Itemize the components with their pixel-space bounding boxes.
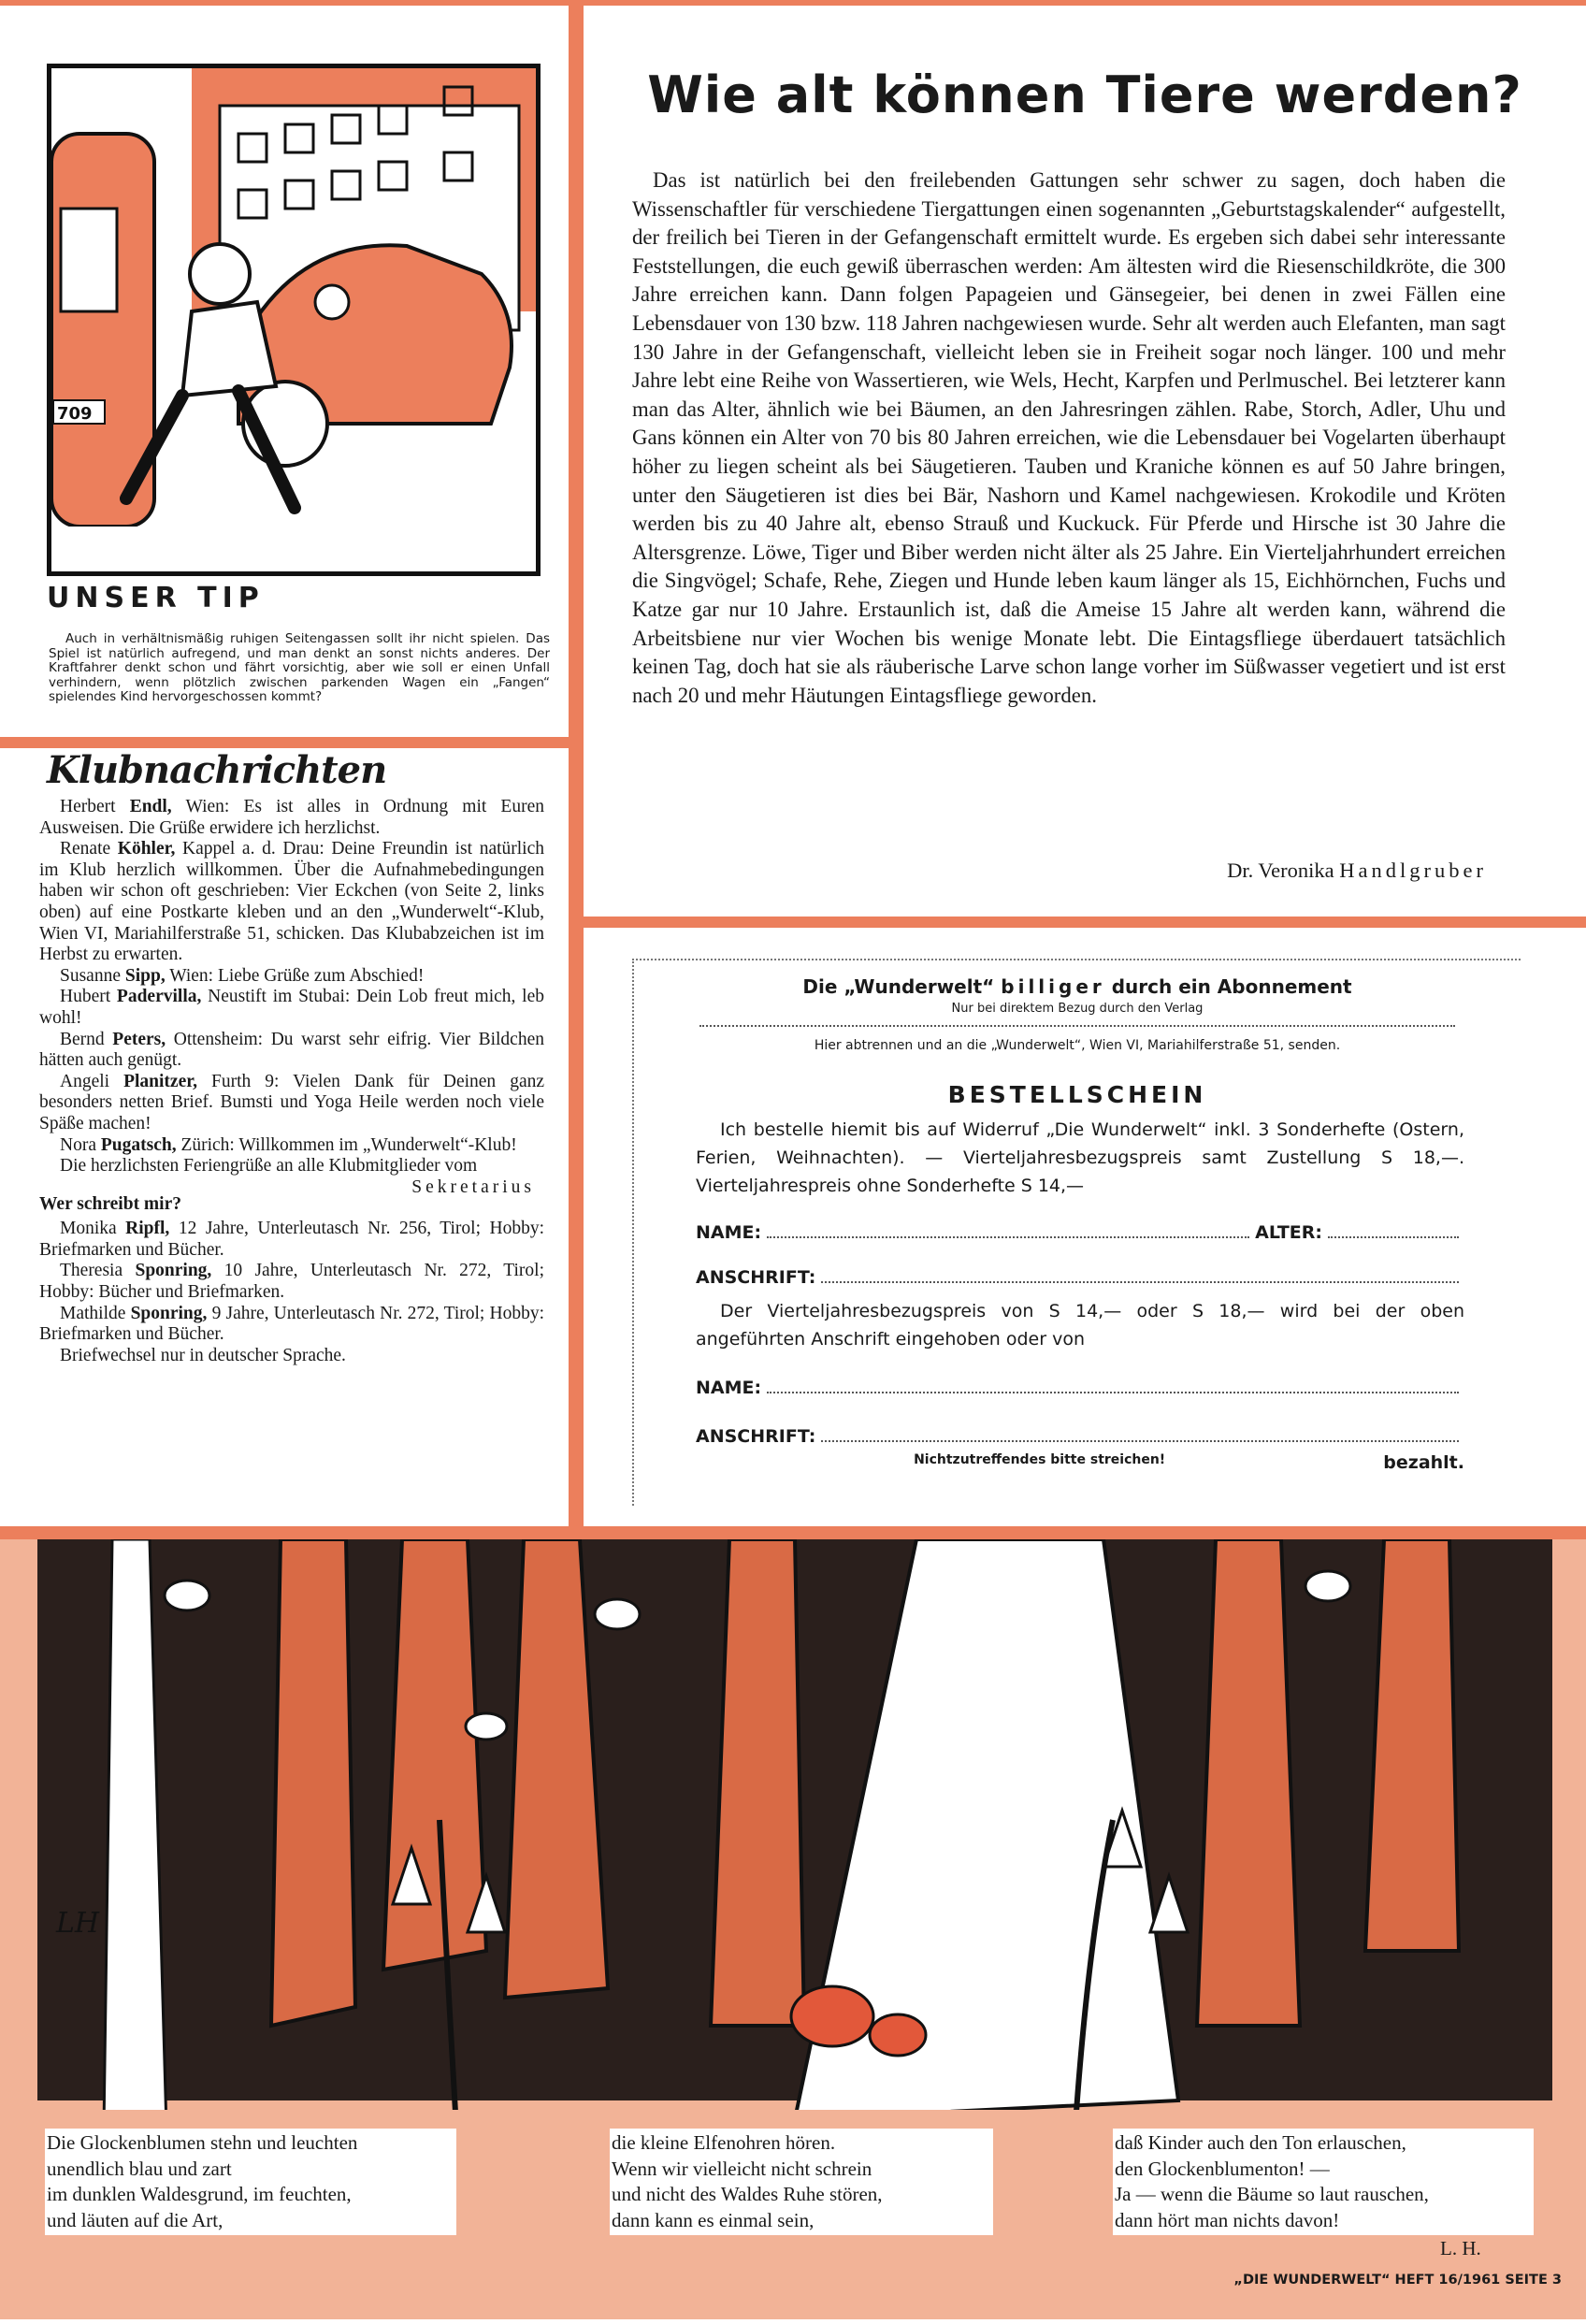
pen-pals-note: Briefwechsel nur in deutscher Sprache. bbox=[60, 1345, 346, 1365]
artist-mark: LH bbox=[56, 1907, 100, 1940]
poem-line: Wenn wir vielleicht nicht schrein bbox=[612, 2157, 872, 2180]
poem-line: die kleine Elfenohren hören. bbox=[612, 2131, 836, 2154]
tram-number: 709 bbox=[57, 404, 93, 424]
closing-text: Die herzlichsten Feriengrüße an alle Klubmitglieder vom bbox=[60, 1156, 478, 1176]
address-row bbox=[696, 1267, 1464, 1288]
entry-text: Susanne bbox=[60, 965, 125, 986]
article-author bbox=[1029, 859, 1487, 883]
poem-line: unendlich blau und zart bbox=[47, 2157, 232, 2180]
club-signature: Sekretarius bbox=[411, 1176, 535, 1197]
member-surname: Padervilla, bbox=[116, 987, 202, 1007]
address-label: ANSCHRIFT: bbox=[696, 1267, 816, 1288]
address-field[interactable] bbox=[821, 1281, 1459, 1283]
club-news bbox=[39, 797, 544, 1366]
poem-line: den Glockenblumenton! — bbox=[1115, 2157, 1330, 2180]
entry-text: Ottensheim: Du warst sehr eifrig. Vier Bildchen hätten auch genügt. bbox=[39, 1029, 544, 1071]
headline-emphasis: billiger bbox=[1001, 975, 1105, 998]
tip-heading: UNSER TIP bbox=[47, 582, 265, 614]
payment-text: Der Vierteljahresbezugspreis von S 14,— oder S 18,— wird bei der oben angeführten Anschrift eingehoben oder von bbox=[696, 1301, 1464, 1350]
poem-line: im dunklen Waldesgrund, im feuchten, bbox=[47, 2183, 352, 2205]
member-surname: Sipp, bbox=[124, 965, 166, 986]
entry-text: Neustift im Stubai: Dein Lob freut mich, leb wohl! bbox=[39, 987, 544, 1028]
tip-text: Auch in verhältnismäßig ruhigen Seitengassen sollt ihr nicht spielen. Das Spiel ist natürlich aufregend, und man denkt an sonst nichts anderes. Der Kraftfahrer denkt schon und fährt vorsichtig, aber wie soll er einen Unfall verhindern, wenn plötzlich zwischen parkenden Wagen ein „Fangen“ spielendes Kind hervorgeschossen kommt? bbox=[49, 631, 550, 704]
entry-text: Hubert bbox=[60, 987, 117, 1007]
club-news-heading: Klubnachrichten bbox=[47, 748, 387, 792]
name-field[interactable] bbox=[767, 1236, 1249, 1238]
club-entry bbox=[39, 1135, 544, 1157]
club-entry bbox=[39, 987, 544, 1029]
payer-name-label: NAME: bbox=[696, 1378, 762, 1398]
order-title: BESTELLSCHEIN bbox=[947, 1081, 1207, 1108]
entry-text: Bernd bbox=[60, 1029, 113, 1049]
club-entry bbox=[39, 1072, 544, 1135]
paid-label: bezahlt. bbox=[1383, 1452, 1464, 1473]
payer-name-row bbox=[696, 1378, 1464, 1398]
cut-instructions: Hier abtrennen und an die „Wunderwelt“, Wien VI, Mariahilferstraße 51, senden. bbox=[814, 1038, 1341, 1053]
member-surname: Planitzer, bbox=[123, 1071, 197, 1091]
name-label: NAME: bbox=[696, 1222, 762, 1243]
member-surname: Köhler, bbox=[117, 839, 176, 859]
entry-text: Angeli bbox=[60, 1071, 124, 1091]
poem-line: und läuten auf die Art, bbox=[47, 2208, 223, 2231]
poem-line: daß Kinder auch den Ton erlauschen, bbox=[1115, 2131, 1406, 2154]
club-entry bbox=[39, 839, 544, 966]
poem-line: dann kann es einmal sein, bbox=[612, 2208, 815, 2231]
entry-text: Herbert bbox=[60, 797, 130, 816]
cut-line[interactable] bbox=[699, 1025, 1455, 1027]
order-subheadline: Nur bei direktem Bezug durch den Verlag bbox=[951, 1002, 1204, 1016]
entry-text: Renate bbox=[60, 839, 118, 859]
column-divider bbox=[569, 0, 584, 1534]
poem-stanza-1 bbox=[45, 2129, 456, 2235]
payer-address-field[interactable] bbox=[821, 1440, 1459, 1442]
headline-part: durch ein Abonnement bbox=[1104, 975, 1352, 998]
pen-pal-entry bbox=[39, 1304, 544, 1346]
poem-stanza-3 bbox=[1113, 2129, 1534, 2235]
left-section-divider bbox=[0, 737, 576, 748]
article-body: Das ist natürlich bei den freilebenden Gattungen sehr schwer zu sagen, doch haben die Wissenschaftler für verschiedene Tiergattungen einen sogenannten „Geburtstagskalender“ aufgestellt, der freilich bei Tieren in der Gefangenschaft ermittelt wurde. Es ergeben sich dabei sehr interessante Feststellungen, die euch gewiß überraschen werden: Am ältesten wird die Riesenschildkröte, die 300 Jahre erreichen kann. Dann folgen Papageien und Gänsegeier, bei denen in zwei Fällen eine Lebensdauer von 130 bzw. 118 Jahren nachgewiesen wurde. Sehr alt werden auch Elefanten, man sagt 130 Jahre in der Gefangenschaft, vielleicht leben sie in Freiheit sogar noch länger. 100 und mehr Jahre lebt eine Reihe von Wassertieren, wie Wels, Hecht, Karpfen und Perlmuschel. Bei letzterer kann man das Alter, ähnlich wie bei Bäumen, an den Jahresringen zählen. Rabe, Storch, Adler, Uhu und Gans können ein Alter von 70 bis 80 Jahren erreichen, wie die Lebensdauer bei Vogelarten überhaupt höher zu liegen scheint als bei Säugetieren. Tauben und Kraniche können es auf 50 Jahre bringen, unter den Säugetieren ist dies bei Bär, Nashorn und Kamel nachgewiesen. Krokodile und Kröten werden bis zu 40 Jahre alt, ebenso Strauß und Kuckuck. Für Pferde und Hirsche ist 30 Jahre die Altersgrenze. Löwe, Tiger und Biber werden nicht älter als 25 Jahre. Ein Vierteljahrhundert erreichen die Singvögel; Schafe, Rehe, Ziegen und Hunde leben kaum länger als 15, Eichhörnchen, Fuchs und Katze gar nur 10 Jahre. Erstaunlich ist, daß die Ameise 15 Jahre alt werden kann, während die Arbeitsbiene nur vier Wochen bis wenige Monate lebt. Die Eintagsfliege überdauert tatsächlich keinen Tag, doch hat sie als räuberische Larve schon lange vorher im Süßwasser vegetiert und ist erst nach 20 und mehr Häutungen Eintagsfliege geworden. bbox=[632, 168, 1506, 707]
age-label: ALTER: bbox=[1255, 1222, 1322, 1243]
club-entry bbox=[39, 1030, 544, 1072]
pen-pal-entry bbox=[39, 1219, 544, 1261]
club-entry bbox=[39, 797, 544, 839]
subscription-order-form bbox=[632, 959, 1521, 1506]
page-footer: „DIE WUNDERWELT“ HEFT 16/1961 SEITE 3 bbox=[1233, 2273, 1562, 2288]
payer-address-row bbox=[696, 1426, 1464, 1447]
member-surname: Pugatsch, bbox=[100, 1134, 177, 1155]
name-row bbox=[696, 1222, 1464, 1243]
order-headline bbox=[634, 975, 1521, 998]
entry-text: Zürich: Willkommen im „Wunderwelt“-Klub! bbox=[176, 1134, 517, 1155]
member-surname: Ripfl, bbox=[125, 1219, 170, 1239]
entry-text: Mathilde bbox=[60, 1303, 131, 1323]
poem-line: dann hört man nichts davon! bbox=[1115, 2208, 1340, 2231]
member-surname: Sponring, bbox=[135, 1261, 212, 1281]
club-entries bbox=[39, 797, 544, 1156]
entry-text: Wien: Es ist alles in Ordnung mit Euren Ausweisen. Die Grüße erwidere ich herzlichst. bbox=[39, 797, 544, 838]
member-surname: Sponring, bbox=[130, 1303, 208, 1323]
pen-pal-entry bbox=[39, 1261, 544, 1303]
entry-text: Furth 9: Vielen Dank für Deinen ganz besonders netten Brief. Bumsti und Yoga Heile werden noch viele Späße machen! bbox=[39, 1071, 544, 1133]
pen-pals-list bbox=[39, 1219, 544, 1346]
author-name: Handlgruber bbox=[1339, 859, 1487, 882]
entry-text: Nora bbox=[60, 1134, 101, 1155]
entry-text: Theresia bbox=[60, 1261, 136, 1281]
payer-name-field[interactable] bbox=[767, 1392, 1459, 1393]
entry-text: Kappel a. d. Drau: Deine Freundin ist natürlich im Klub herzlich willkommen. Über die Aufnahmebedingungen haben wir schon oft geschrieben: Vier Eckchen (von Seite 2, links oben) auf eine Postkarte kleben und an den „Wunderwelt“-Klub, Wien VI, Mariahilferstraße 51, schicken. Das Klubabzeichen ist im Herbst zu erwarten. bbox=[39, 839, 544, 965]
right-section-divider bbox=[576, 917, 1586, 928]
member-surname: Peters, bbox=[112, 1029, 166, 1049]
author-prefix: Dr. Veronika bbox=[1227, 859, 1340, 882]
poem-stanza-2 bbox=[610, 2129, 993, 2235]
top-border bbox=[0, 0, 1586, 6]
entry-text: 12 Jahre, Unterleutasch Nr. 256, Tirol; Hobby: Briefmarken und Bücher. bbox=[39, 1219, 544, 1260]
poem-line: und nicht des Waldes Ruhe stören, bbox=[612, 2183, 883, 2205]
payer-address-label: ANSCHRIFT: bbox=[696, 1426, 816, 1447]
article-title: Wie alt können Tiere werden? bbox=[647, 65, 1522, 124]
bottom-section-divider bbox=[0, 1526, 1586, 1539]
poem-line: Ja — wenn die Bäume so laut rauschen, bbox=[1115, 2183, 1429, 2205]
order-text: Ich bestelle hiemit bis auf Widerruf „Die Wunderwelt“ inkl. 3 Sonderhefte (Ostern, Ferien, Weihnachten). — Vierteljahresbezugspreis samt Zustellung S 18,—. Vierteljahrespreis ohne Sonderhefte S 14,— bbox=[696, 1119, 1464, 1196]
age-field[interactable] bbox=[1328, 1236, 1459, 1238]
strike-note: Nichtzutreffendes bitte streichen! bbox=[914, 1452, 1166, 1467]
headline-part: Die „Wunderwelt“ bbox=[802, 975, 1002, 998]
order-footer bbox=[696, 1452, 1464, 1473]
traffic-illustration bbox=[47, 64, 541, 576]
entry-text: 9 Jahre, Unterleutasch Nr. 272, Tirol; Hobby: Briefmarken und Bücher. bbox=[39, 1303, 544, 1345]
club-entry bbox=[39, 966, 544, 988]
poem-line: Die Glockenblumen stehn und leuchten bbox=[47, 2131, 358, 2154]
club-closing bbox=[39, 1156, 544, 1197]
entry-text: 10 Jahre, Unterleutasch Nr. 272, Tirol; Hobby: Bücher und Briefmarken. bbox=[39, 1261, 544, 1303]
poem-signature: L. H. bbox=[1440, 2237, 1481, 2259]
pen-pals-heading: Wer schreibt mir? bbox=[39, 1193, 182, 1214]
entry-text: Monika bbox=[60, 1219, 126, 1239]
member-surname: Endl, bbox=[129, 797, 172, 816]
entry-text: Wien: Liebe Grüße zum Abschied! bbox=[165, 965, 425, 986]
